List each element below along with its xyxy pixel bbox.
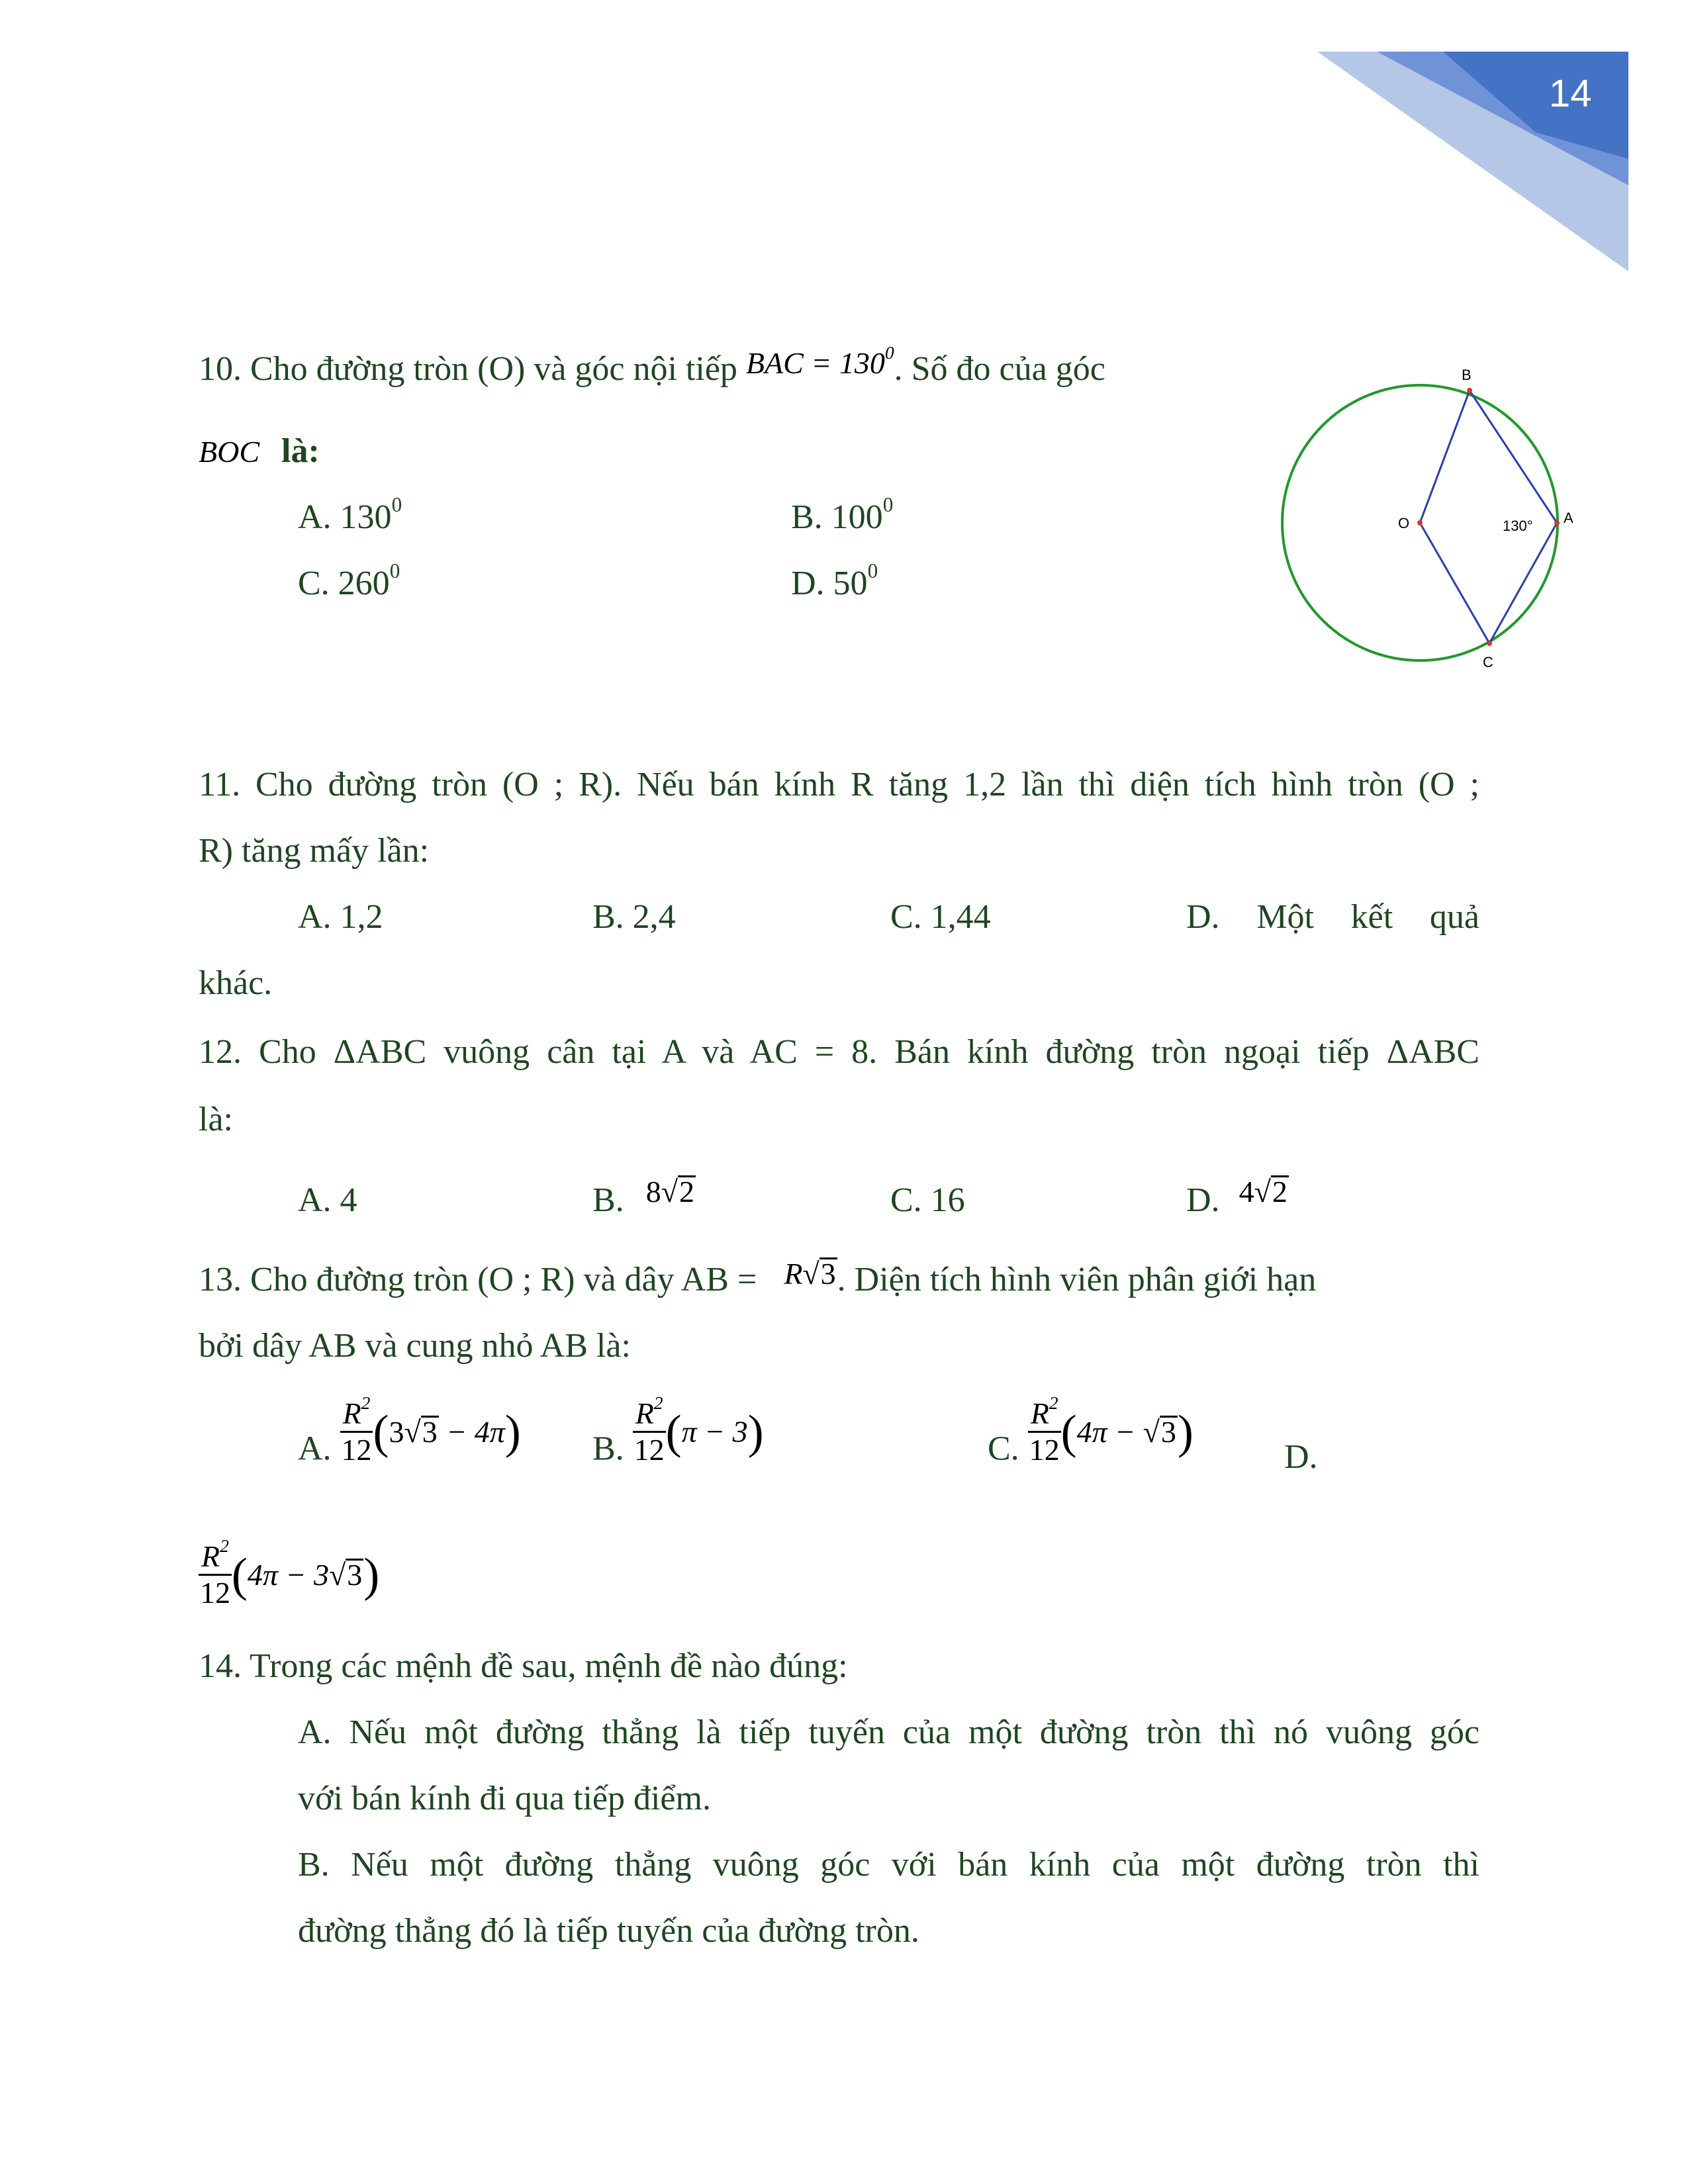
q13-option-d: D. <box>1284 1438 1318 1476</box>
q13-line1: 13. Cho đường tròn (O ; R) và dây AB = R√3. Diện tích hình viên phân giới hạn <box>199 1257 1317 1298</box>
q13-option-c: C. $\frac{R^2}{12}$ (4π − √3) <box>988 1392 1194 1468</box>
q11-option-a: A. 1,2 <box>298 898 383 936</box>
q14-option-b-line2: đường thẳng đó là tiếp tuyến của đường tròn. <box>298 1912 919 1950</box>
label-angle-130: 130° <box>1503 518 1533 534</box>
label-c: C <box>1483 654 1493 670</box>
segment-ac <box>1489 523 1557 643</box>
q12-line2: là: <box>199 1101 233 1138</box>
point-b-dot <box>1467 388 1472 393</box>
q10-line2 <box>199 432 320 472</box>
q13-b-fraction: $\frac{R^2}{12}$ <box>633 1392 665 1467</box>
q13-option-a: A. $\frac{R^2}{12}$ (3√3 − 4π) <box>298 1392 521 1468</box>
segment-ba <box>1470 390 1557 523</box>
point-o-dot <box>1417 520 1423 525</box>
point-c-dot <box>1487 641 1492 646</box>
q12-option-d: D. 4√2 <box>1186 1175 1288 1219</box>
segment-co <box>1420 523 1489 643</box>
q14-option-a-line2: với bán kính đi qua tiếp điểm. <box>298 1780 711 1817</box>
label-o: O <box>1398 515 1410 531</box>
q11-line1: 11. Cho đường tròn (O ; R). Nếu bán kính R tăng 1,2 lần thì diện tích hình tròn (O ; <box>199 766 1479 803</box>
q10-line1 <box>199 341 1105 390</box>
q14-line1: 14. Trong các mệnh đề sau, mệnh đề nào đúng: <box>199 1647 848 1685</box>
q13-ab-value: R√3 <box>784 1257 836 1291</box>
point-a-dot <box>1554 520 1560 525</box>
q13-d-fraction: $\frac{R^2}{12}$ <box>199 1535 230 1610</box>
q12-option-b: B. 8√2 <box>592 1175 694 1219</box>
q12-line1: 12. Cho ΔABC vuông cân tại A và AC = 8. Bán kính đường tròn ngoại tiếp ΔABC <box>199 1033 1479 1071</box>
q13-line2: bởi dây AB và cung nhỏ AB là: <box>199 1327 631 1365</box>
q11-option-d-wrap: khác. <box>199 964 273 1002</box>
q13-option-b: B. $\frac{R^2}{12}$ (π − 3) <box>592 1392 764 1468</box>
q12-b-value: 8√2 <box>645 1175 694 1208</box>
segment-ob <box>1420 390 1470 523</box>
q11-option-b: B. 2,4 <box>592 898 676 936</box>
q12-option-a: A. 4 <box>298 1181 357 1219</box>
q10-option-d: D. $50^0$ <box>791 559 878 602</box>
label-a: A <box>1564 510 1573 526</box>
q13-option-d-value: $\frac{R^2}{12}$ (4π − 3√3) <box>199 1535 380 1610</box>
q10-text-b: . Số đo của góc <box>894 350 1105 388</box>
q10-angle-bac: BAC = $130^0$ <box>745 341 894 380</box>
q10-text-a: 10. Cho đường tròn (O) và góc nội tiếp <box>199 350 746 388</box>
q10-option-c: C. $260^0$ <box>298 559 400 602</box>
corner-decoration <box>0 0 1688 278</box>
q13-c-fraction: $\frac{R^2}{12}$ <box>1029 1392 1060 1467</box>
q10-figure <box>1258 357 1573 675</box>
q10-angle-boc: BOC <box>199 435 259 469</box>
q14-option-a-line1: A. Nếu một đường thẳng là tiếp tuyến của một đường tròn thì nó vuông góc <box>298 1713 1479 1751</box>
q12-option-c: C. 16 <box>890 1181 965 1219</box>
q12-d-value: 4√2 <box>1239 1175 1288 1208</box>
q10-la: là: <box>273 432 320 470</box>
q10-option-b: B. $100^0$ <box>791 493 894 536</box>
q11-option-d: D. Một kết quả <box>1186 898 1479 936</box>
page-number: 14 <box>1549 72 1592 115</box>
q11-line2: R) tăng mấy lần: <box>199 832 430 870</box>
q10-option-a: A. $130^0$ <box>298 493 402 536</box>
q13-a-fraction: $\frac{R^2}{12}$ <box>341 1392 372 1467</box>
label-b: B <box>1462 367 1472 383</box>
q14-option-b-line1: B. Nếu một đường thẳng vuông góc với bán kính của một đường tròn thì <box>298 1846 1479 1884</box>
q11-option-c: C. 1,44 <box>890 898 991 936</box>
